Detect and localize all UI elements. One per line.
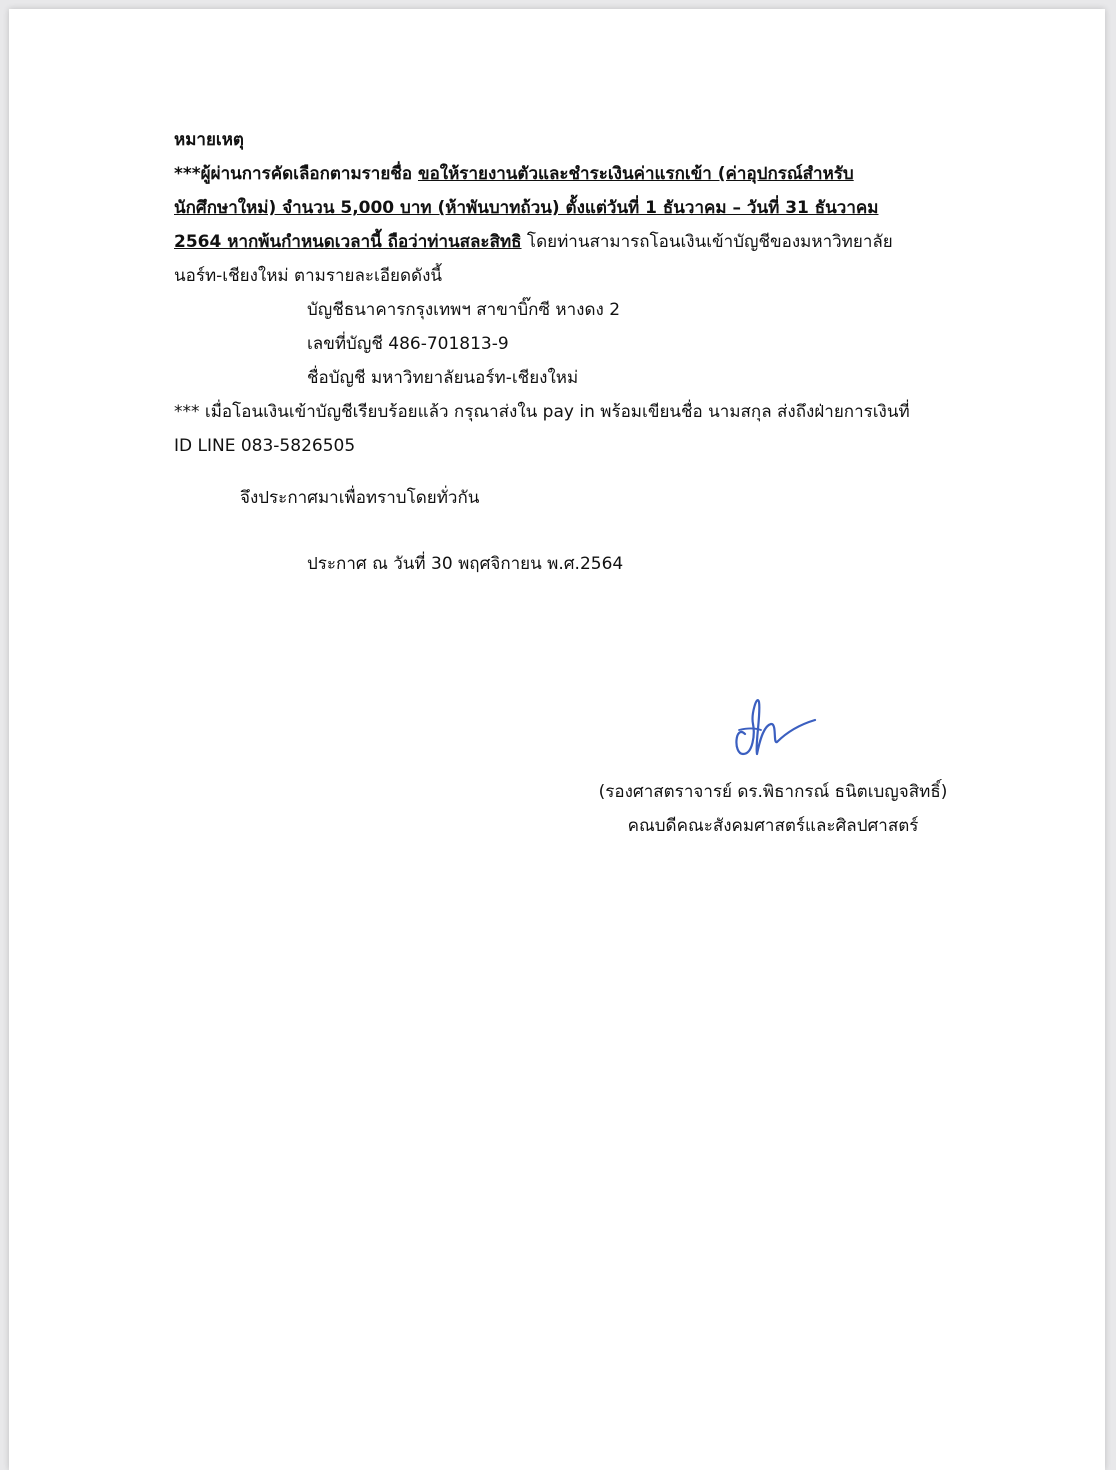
- note-line-4: นอร์ท-เชียงใหม่ ตามรายละเอียดดังนี้: [174, 266, 442, 286]
- closing-statement: จึงประกาศมาเพื่อทราบโดยทั่วกัน: [240, 488, 480, 508]
- announcement-date: ประกาศ ณ วันที่ 30 พฤศจิกายน พ.ศ.2564: [307, 554, 624, 574]
- signer-title: คณบดีคณะสังคมศาสตร์และศิลปศาสตร์: [627, 816, 919, 836]
- signature-block: [583, 775, 963, 843]
- note-line-3-underlined: 2564 หากพ้นกำหนดเวลานี้ ถือว่าท่านสละสิทธิ: [174, 232, 522, 252]
- note-line-1-underlined: ขอให้รายงานตัวและชำระเงินค่าแรกเข้า (ค่าอุปกรณ์สำหรับ: [417, 164, 854, 184]
- note-heading: หมายเหตุ: [174, 130, 244, 150]
- transfer-note-line-1: *** เมื่อโอนเงินเข้าบัญชีเรียบร้อยแล้ว กรุณาส่งใน pay in พร้อมเขียนชื่อ นามสกุล ส่งถึงฝ่ายการเงินที่: [174, 402, 910, 422]
- note-line-2: นักศึกษาใหม่) จำนวน 5,000 บาท (ห้าพันบาทถ้วน) ตั้งแต่วันที่ 1 ธันวาคม – วันที่ 31 ธันวาคม: [174, 198, 879, 218]
- note-line-1: [174, 157, 974, 191]
- note-line-1-plain: ***ผู้ผ่านการคัดเลือกตามรายชื่อ: [174, 164, 418, 184]
- bank-name: บัญชีธนาคารกรุงเทพฯ สาขาบิ๊กซี หางดง 2: [307, 300, 621, 320]
- document-page: [9, 9, 1105, 1470]
- transfer-note-line-2: ID LINE 083-5826505: [174, 436, 356, 456]
- signer-name: (รองศาสตราจารย์ ดร.พิธากรณ์ ธนิตเบญจสิทธิ์): [598, 782, 948, 802]
- handwritten-signature: [725, 684, 825, 764]
- bank-account-name: ชื่อบัญชี มหาวิทยาลัยนอร์ท-เชียงใหม่: [307, 368, 579, 388]
- note-line-3-normal: โดยท่านสามารถโอนเงินเข้าบัญชีของมหาวิทยาลัย: [521, 232, 893, 252]
- bank-account-number: เลขที่บัญชี 486-701813-9: [307, 334, 509, 354]
- note-line-3: [174, 225, 974, 259]
- document-body: [174, 123, 974, 574]
